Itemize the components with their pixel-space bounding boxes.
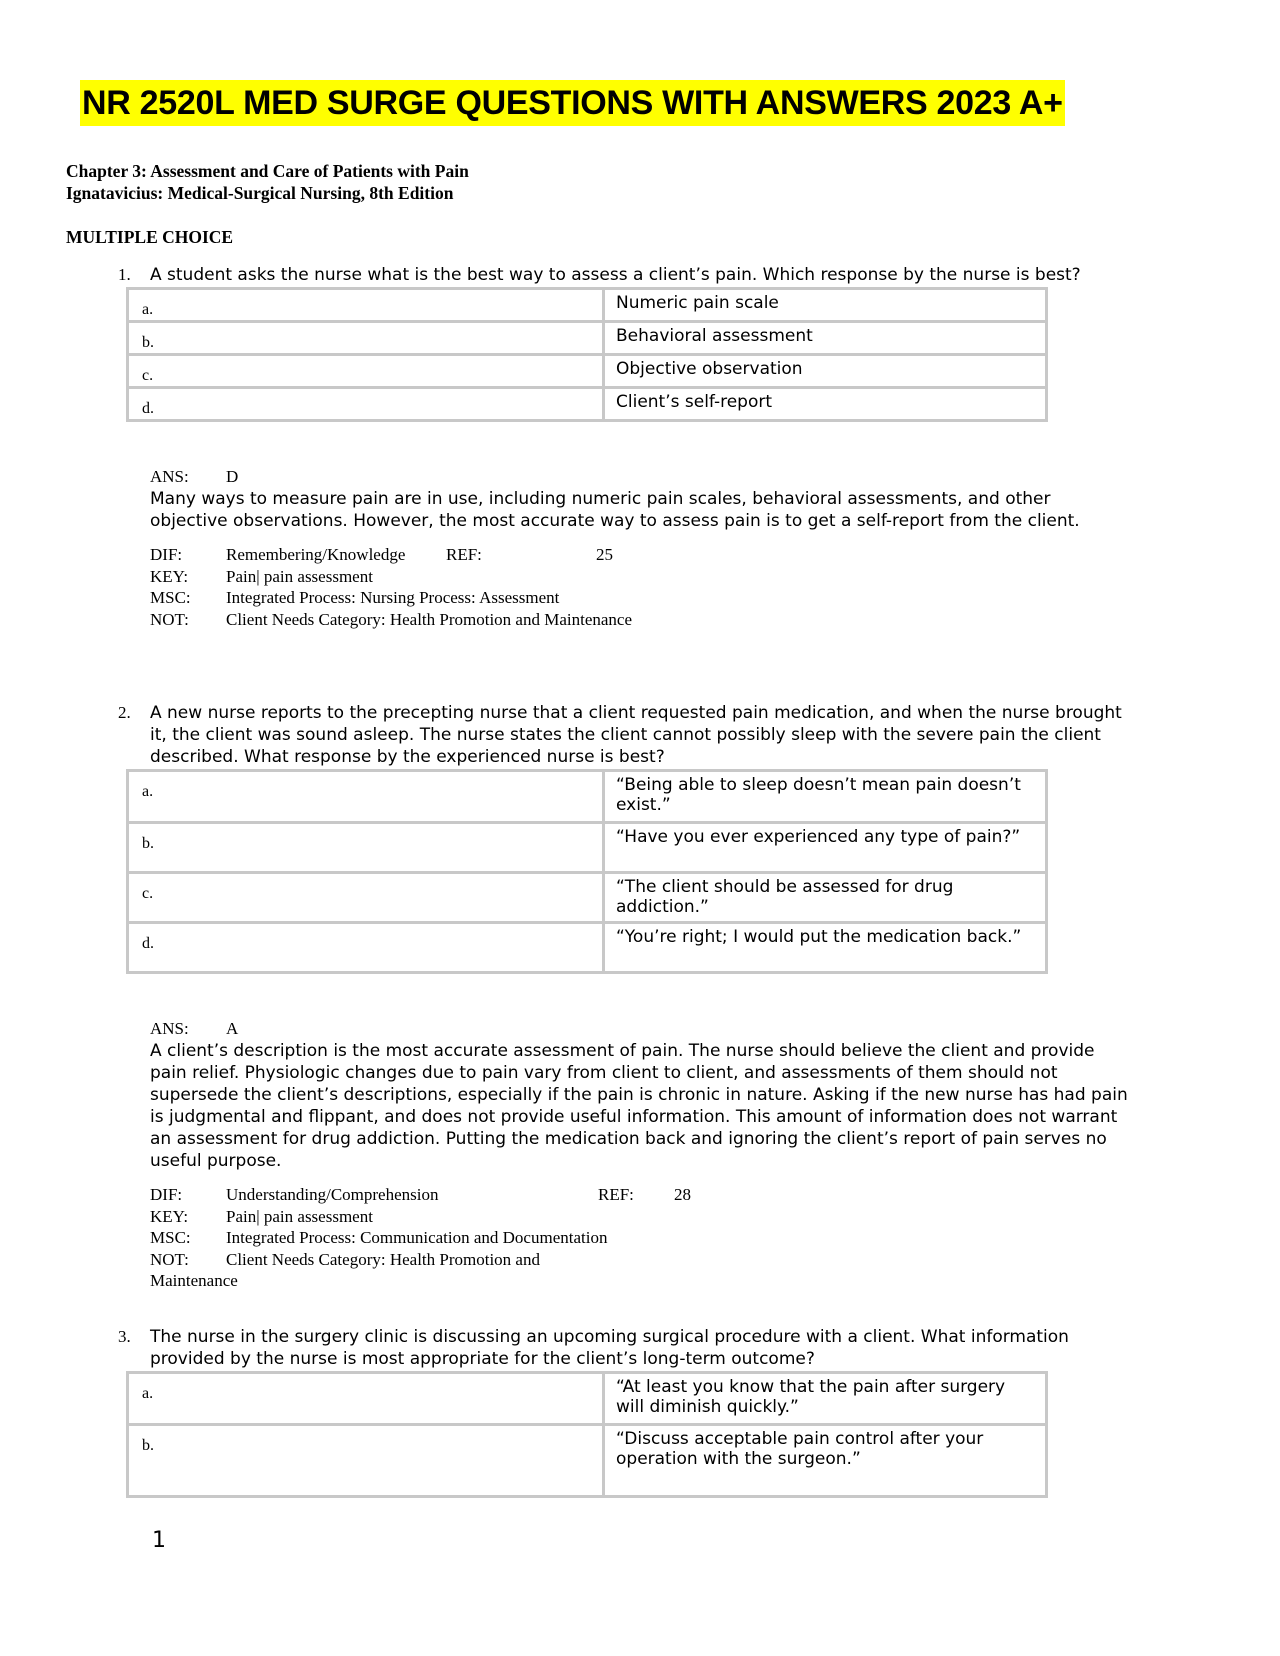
document-title: NR 2520L MED SURGE QUESTIONS WITH ANSWERS 2023 A+ (80, 80, 1065, 126)
option-text: “Being able to sleep doesn’t mean pain doesn’t exist.” (604, 771, 1047, 823)
option-text: “You’re right; I would put the medication back.” (604, 923, 1047, 973)
msc-label: MSC: (150, 1228, 191, 1247)
dif-label: DIF: (150, 545, 183, 564)
answer-line (150, 466, 1128, 488)
option-row (128, 355, 1047, 388)
answer-line (150, 1018, 1128, 1040)
option-row (128, 388, 1047, 421)
options-table (126, 769, 1048, 974)
option-row (128, 322, 1047, 355)
option-letter: a. (128, 1373, 604, 1425)
question-metadata (150, 544, 1128, 630)
option-row (128, 823, 1047, 873)
question-text: A student asks the nurse what is the best way to assess a client’s pain. Which response by the nurse is best? (150, 265, 1081, 285)
key-label: KEY: (150, 1206, 189, 1226)
option-text: “Have you ever experienced any type of pain?” (604, 823, 1047, 873)
section-heading: MULTIPLE CHOICE (66, 227, 234, 247)
ref-label: REF: (598, 1185, 634, 1204)
option-letter: d. (128, 388, 604, 421)
ref-value: 25 (596, 545, 613, 564)
option-text: Numeric pain scale (604, 289, 1047, 322)
answer-value: A (226, 1019, 239, 1038)
msc-value: Integrated Process: Nursing Process: Assessment (226, 588, 560, 607)
ref-value: 28 (674, 1185, 691, 1204)
dif-value: Remembering/Knowledge (226, 545, 406, 564)
option-text: “The client should be assessed for drug addiction.” (604, 873, 1047, 923)
not-value: Client Needs Category: Health Promotion and (226, 1249, 540, 1269)
option-letter: c. (128, 873, 604, 923)
answer-label: ANS: (150, 467, 189, 486)
key-value: Pain| pain assessment (226, 566, 373, 586)
not-value-continued: Maintenance (150, 1271, 238, 1290)
question-metadata (150, 1184, 1128, 1292)
option-row (128, 771, 1047, 823)
answer-value: D (226, 467, 239, 486)
question-3 (118, 1326, 1128, 1498)
key-label: KEY: (150, 566, 189, 586)
option-text: Objective observation (604, 355, 1047, 388)
option-row (128, 289, 1047, 322)
chapter-heading (66, 160, 469, 204)
not-label: NOT: (150, 609, 189, 629)
msc-value: Integrated Process: Communication and Documentation (226, 1228, 608, 1247)
rationale: Many ways to measure pain are in use, including numeric pain scales, behavioral assessments, and other objective observations. However, the most accurate way to assess pain is to get a self-report from the client. (150, 489, 1080, 531)
question-text: A new nurse reports to the precepting nurse that a client requested pain medication, and when the nurse brought it, the client was sound asleep. The nurse states the client cannot possibly sleep with the severe pain the client described. What response by the experienced nurse is best? (150, 703, 1122, 767)
option-letter: b. (128, 823, 604, 873)
ref-label: REF: (446, 545, 482, 564)
option-letter: b. (128, 322, 604, 355)
not-value: Client Needs Category: Health Promotion and Maintenance (226, 609, 633, 629)
option-text: Client’s self-report (604, 388, 1047, 421)
not-label: NOT: (150, 1249, 189, 1269)
question-2 (118, 702, 1128, 1292)
option-text: “Discuss acceptable pain control after your operation with the surgeon.” (604, 1425, 1047, 1497)
chapter-title: Chapter 3: Assessment and Care of Patients with Pain (66, 161, 469, 181)
option-text: Behavioral assessment (604, 322, 1047, 355)
msc-label: MSC: (150, 588, 191, 607)
option-letter: a. (128, 771, 604, 823)
dif-value: Understanding/Comprehension (226, 1185, 439, 1204)
option-letter: b. (128, 1425, 604, 1497)
question-number: 2. (118, 703, 131, 722)
question-number: 3. (118, 1327, 131, 1346)
question-text: The nurse in the surgery clinic is discussing an upcoming surgical procedure with a client. What information provided by the nurse is most appropriate for the client’s long-term outcome? (150, 1327, 1069, 1369)
answer-label: ANS: (150, 1019, 189, 1038)
option-letter: a. (128, 289, 604, 322)
question-1 (118, 264, 1128, 630)
options-table (126, 287, 1048, 422)
question-number: 1. (118, 265, 131, 284)
option-letter: d. (128, 923, 604, 973)
book-title: Ignatavicius: Medical-Surgical Nursing, 8th Edition (66, 183, 454, 203)
option-row (128, 1425, 1047, 1497)
options-table (126, 1371, 1048, 1498)
option-text: “At least you know that the pain after surgery will diminish quickly.” (604, 1373, 1047, 1425)
option-row (128, 1373, 1047, 1425)
dif-label: DIF: (150, 1185, 183, 1204)
rationale: A client’s description is the most accurate assessment of pain. The nurse should believe the client and provide pain relief. Physiologic changes due to pain vary from client to client, and assessments of them should not supersede the client’s descriptions, especially if the pain is chronic in nature. Asking if the new nurse has had pain is judgmental and flippant, and does not provide useful information. This amount of information does not warrant an assessment for drug addiction. Putting the medication back and ignoring the client’s report of pain serves no useful purpose. (150, 1041, 1128, 1171)
option-row (128, 873, 1047, 923)
option-row (128, 923, 1047, 973)
key-value: Pain| pain assessment (226, 1206, 373, 1226)
option-letter: c. (128, 355, 604, 388)
page-number: 1 (152, 1528, 166, 1553)
